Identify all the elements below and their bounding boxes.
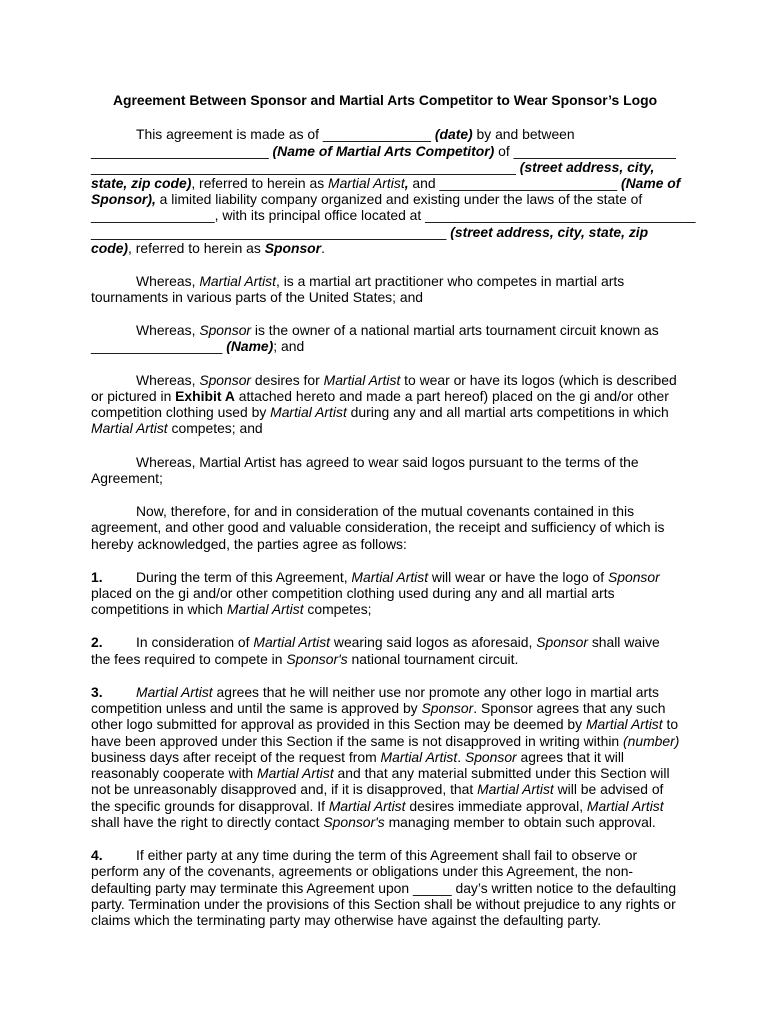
- text: Martial Artist: [136, 684, 213, 700]
- text: of _____________________: [494, 143, 676, 159]
- text: In consideration of: [136, 634, 254, 650]
- text: competes; and: [167, 420, 263, 436]
- text: Sponsor: [464, 749, 517, 765]
- sponsor-name-placeholder: Sponsor),: [91, 191, 156, 207]
- paragraph-line: perform any of the covenants, agreements or obligations under this Agreement, the non-: [91, 863, 634, 879]
- text: ______________________________________________: [91, 224, 451, 240]
- text: _________________: [91, 338, 227, 354]
- text: Whereas,: [136, 273, 200, 289]
- intro-line: [91, 191, 642, 208]
- text: agrees that he will neither use nor promote any other logo in martial arts: [212, 684, 659, 700]
- paragraph-line: [136, 273, 624, 290]
- intro-line: [91, 159, 654, 176]
- text: not be unreasonably disapproved and, if it is disapproved, that: [91, 781, 478, 797]
- paragraph-line: [91, 684, 659, 701]
- paragraph-line: [136, 322, 659, 339]
- text: competes;: [303, 601, 372, 617]
- text: or pictured in: [91, 388, 176, 404]
- paragraph-line: [91, 733, 679, 750]
- text: will wear or have the logo of: [428, 569, 608, 585]
- intro-line: [91, 143, 676, 160]
- text: Sponsor: [536, 634, 588, 650]
- paragraph-line: [91, 700, 666, 717]
- text: shall waive: [587, 634, 660, 650]
- text: competition unless and until the same is approved by: [91, 700, 422, 716]
- address-placeholder: (street address, city, state, zip: [450, 224, 649, 240]
- text: Martial Artist: [226, 601, 304, 617]
- section-number: 1.: [91, 569, 103, 585]
- text: competitions in which: [91, 601, 227, 617]
- text: Sponsor: [199, 322, 252, 338]
- text: Martial Artist: [91, 420, 168, 436]
- text: and that any material submitted under this Section will: [333, 765, 670, 781]
- text: . Sponsor agrees that any such: [473, 700, 666, 716]
- text: ,: [404, 175, 409, 191]
- intro-line: [91, 175, 680, 192]
- paragraph-line: [91, 569, 660, 586]
- text: Martial Artist: [477, 781, 554, 797]
- text: have been approved under this Section if the same is not disapproved in writing within: [91, 733, 624, 749]
- text: Martial Artist: [380, 749, 458, 765]
- paragraph-line: [91, 404, 669, 421]
- date-placeholder: (date): [434, 126, 473, 142]
- intro-line: [91, 207, 696, 224]
- text: Whereas,: [136, 322, 200, 338]
- paragraph-line: defaulting party may terminate this Agreement upon _____ day’s written notice to the defaulting: [91, 880, 677, 896]
- text: Sponsor's: [323, 814, 385, 830]
- text: desires for: [251, 372, 324, 388]
- text: ; and: [273, 338, 305, 354]
- paragraph-line: tournaments in various parts of the United States; and: [91, 289, 424, 305]
- address-placeholder: code): [91, 240, 129, 256]
- text: to: [662, 716, 679, 732]
- text: other logo submitted for approval as provided in this Section may be deemed by: [91, 716, 586, 732]
- text: agrees that it will: [516, 749, 625, 765]
- text: Martial Artist: [323, 372, 401, 388]
- text: Martial Artist: [257, 765, 334, 781]
- competitor-name-placeholder: (Name of Martial Arts Competitor): [272, 143, 495, 159]
- text: , referred to herein as: [128, 240, 265, 256]
- paragraph-line: [91, 388, 669, 405]
- text: During the term of this Agreement,: [136, 569, 352, 585]
- text: reasonably cooperate with: [91, 765, 258, 781]
- text: Sponsor: [264, 240, 322, 256]
- text: _______________________: [91, 143, 273, 159]
- text: Martial Artist: [199, 273, 276, 289]
- text: the fees required to compete in: [91, 651, 287, 667]
- circuit-name-placeholder: (Name): [226, 338, 274, 354]
- paragraph-line: [91, 765, 670, 782]
- text: during any and all martial arts competitions in which: [346, 404, 669, 420]
- paragraph-line: Whereas, Martial Artist has agreed to wear said logos pursuant to the terms of the: [136, 454, 639, 470]
- address-placeholder: state, zip code): [91, 175, 192, 191]
- paragraph-line: agreement, and other good and valuable consideration, the receipt and sufficiency of which is: [91, 519, 665, 535]
- paragraph-line: [91, 338, 304, 355]
- section-number: 2.: [91, 634, 103, 650]
- intro-line: [91, 240, 325, 257]
- paragraph-line: [91, 634, 660, 651]
- text: .: [457, 749, 465, 765]
- text: attached hereto and made a part hereof) placed on the gi and/or other: [234, 388, 669, 404]
- text: _______________________________________________________: [91, 159, 520, 175]
- paragraph-line: [91, 651, 518, 668]
- text: Martial Artist: [328, 798, 406, 814]
- text: This agreement is made as of ______________: [136, 126, 435, 142]
- text: wearing said logos as aforesaid,: [330, 634, 537, 650]
- paragraph-line: claims which the terminating party may otherwise have against the defaulting party.: [91, 912, 602, 928]
- text: If either party at any time during the term of this Agreement shall fail to observe or: [136, 847, 638, 863]
- text: Sponsor: [607, 569, 660, 585]
- paragraph-line: [91, 716, 678, 733]
- text: the specific grounds for disapproval. If: [91, 798, 329, 814]
- text: , referred to herein as: [191, 175, 329, 191]
- paragraph-line: hereby acknowledged, the parties agree as follows:: [91, 536, 407, 552]
- document-title: Agreement Between Sponsor and Martial Arts Competitor to Wear Sponsor’s Logo: [112, 92, 658, 108]
- paragraph-line: [91, 420, 263, 437]
- text: Whereas,: [136, 372, 200, 388]
- paragraph-line: placed on the gi and/or other competition clothing used during any and all martial arts: [91, 585, 615, 601]
- intro-line: [91, 224, 648, 241]
- text: Martial Artist: [586, 798, 664, 814]
- text: a limited liability company organized and existing under the laws of the state of: [155, 191, 643, 207]
- text: desires immediate approval,: [405, 798, 587, 814]
- paragraph-line: [91, 781, 663, 798]
- text: , is a martial art practitioner who competes in martial arts: [275, 273, 625, 289]
- text: shall have the right to directly contact: [91, 814, 324, 830]
- paragraph-line: Now, therefore, for and in consideration of the mutual covenants contained in this: [136, 503, 635, 519]
- text: national tournament circuit.: [347, 651, 519, 667]
- text: is the owner of a national martial arts tournament circuit known as: [251, 322, 659, 338]
- text: Sponsor: [199, 372, 252, 388]
- paragraph-line: [91, 814, 656, 831]
- paragraph-line: [91, 749, 624, 766]
- text: Martial Artist: [253, 634, 331, 650]
- number-placeholder: (number): [623, 733, 680, 749]
- text: Martial Artist: [328, 175, 405, 191]
- text: competition clothing used by: [91, 404, 271, 420]
- text: to wear or have its logos (which is described: [400, 372, 677, 388]
- text: .: [321, 240, 325, 256]
- text: Martial Artist: [270, 404, 347, 420]
- paragraph-line: [136, 372, 677, 389]
- paragraph-line: [91, 847, 637, 864]
- text: by and between: [472, 126, 575, 142]
- text: Sponsor's: [286, 651, 348, 667]
- sponsor-name-placeholder: (Name of: [620, 175, 681, 191]
- text: Sponsor: [421, 700, 474, 716]
- text: will be advised of: [553, 781, 664, 797]
- text: and _______________________: [408, 175, 621, 191]
- intro-line: [136, 126, 575, 143]
- text: ________________, with its principal office located at ___________________________________: [91, 207, 696, 223]
- exhibit-reference: Exhibit A: [175, 388, 235, 404]
- paragraph-line: [91, 798, 664, 815]
- paragraph-line: party. Termination under the provisions of this Section shall be without prejudice to any rights or: [91, 896, 676, 912]
- address-placeholder: (street address, city,: [519, 159, 655, 175]
- text: business days after receipt of the request from: [91, 749, 381, 765]
- text: Martial Artist: [351, 569, 429, 585]
- paragraph-line: [91, 601, 372, 618]
- paragraph-line: Agreement;: [91, 470, 163, 486]
- text: managing member to obtain such approval.: [384, 814, 656, 830]
- section-number: 4.: [91, 847, 103, 863]
- section-number: 3.: [91, 684, 103, 700]
- text: Martial Artist: [585, 716, 663, 732]
